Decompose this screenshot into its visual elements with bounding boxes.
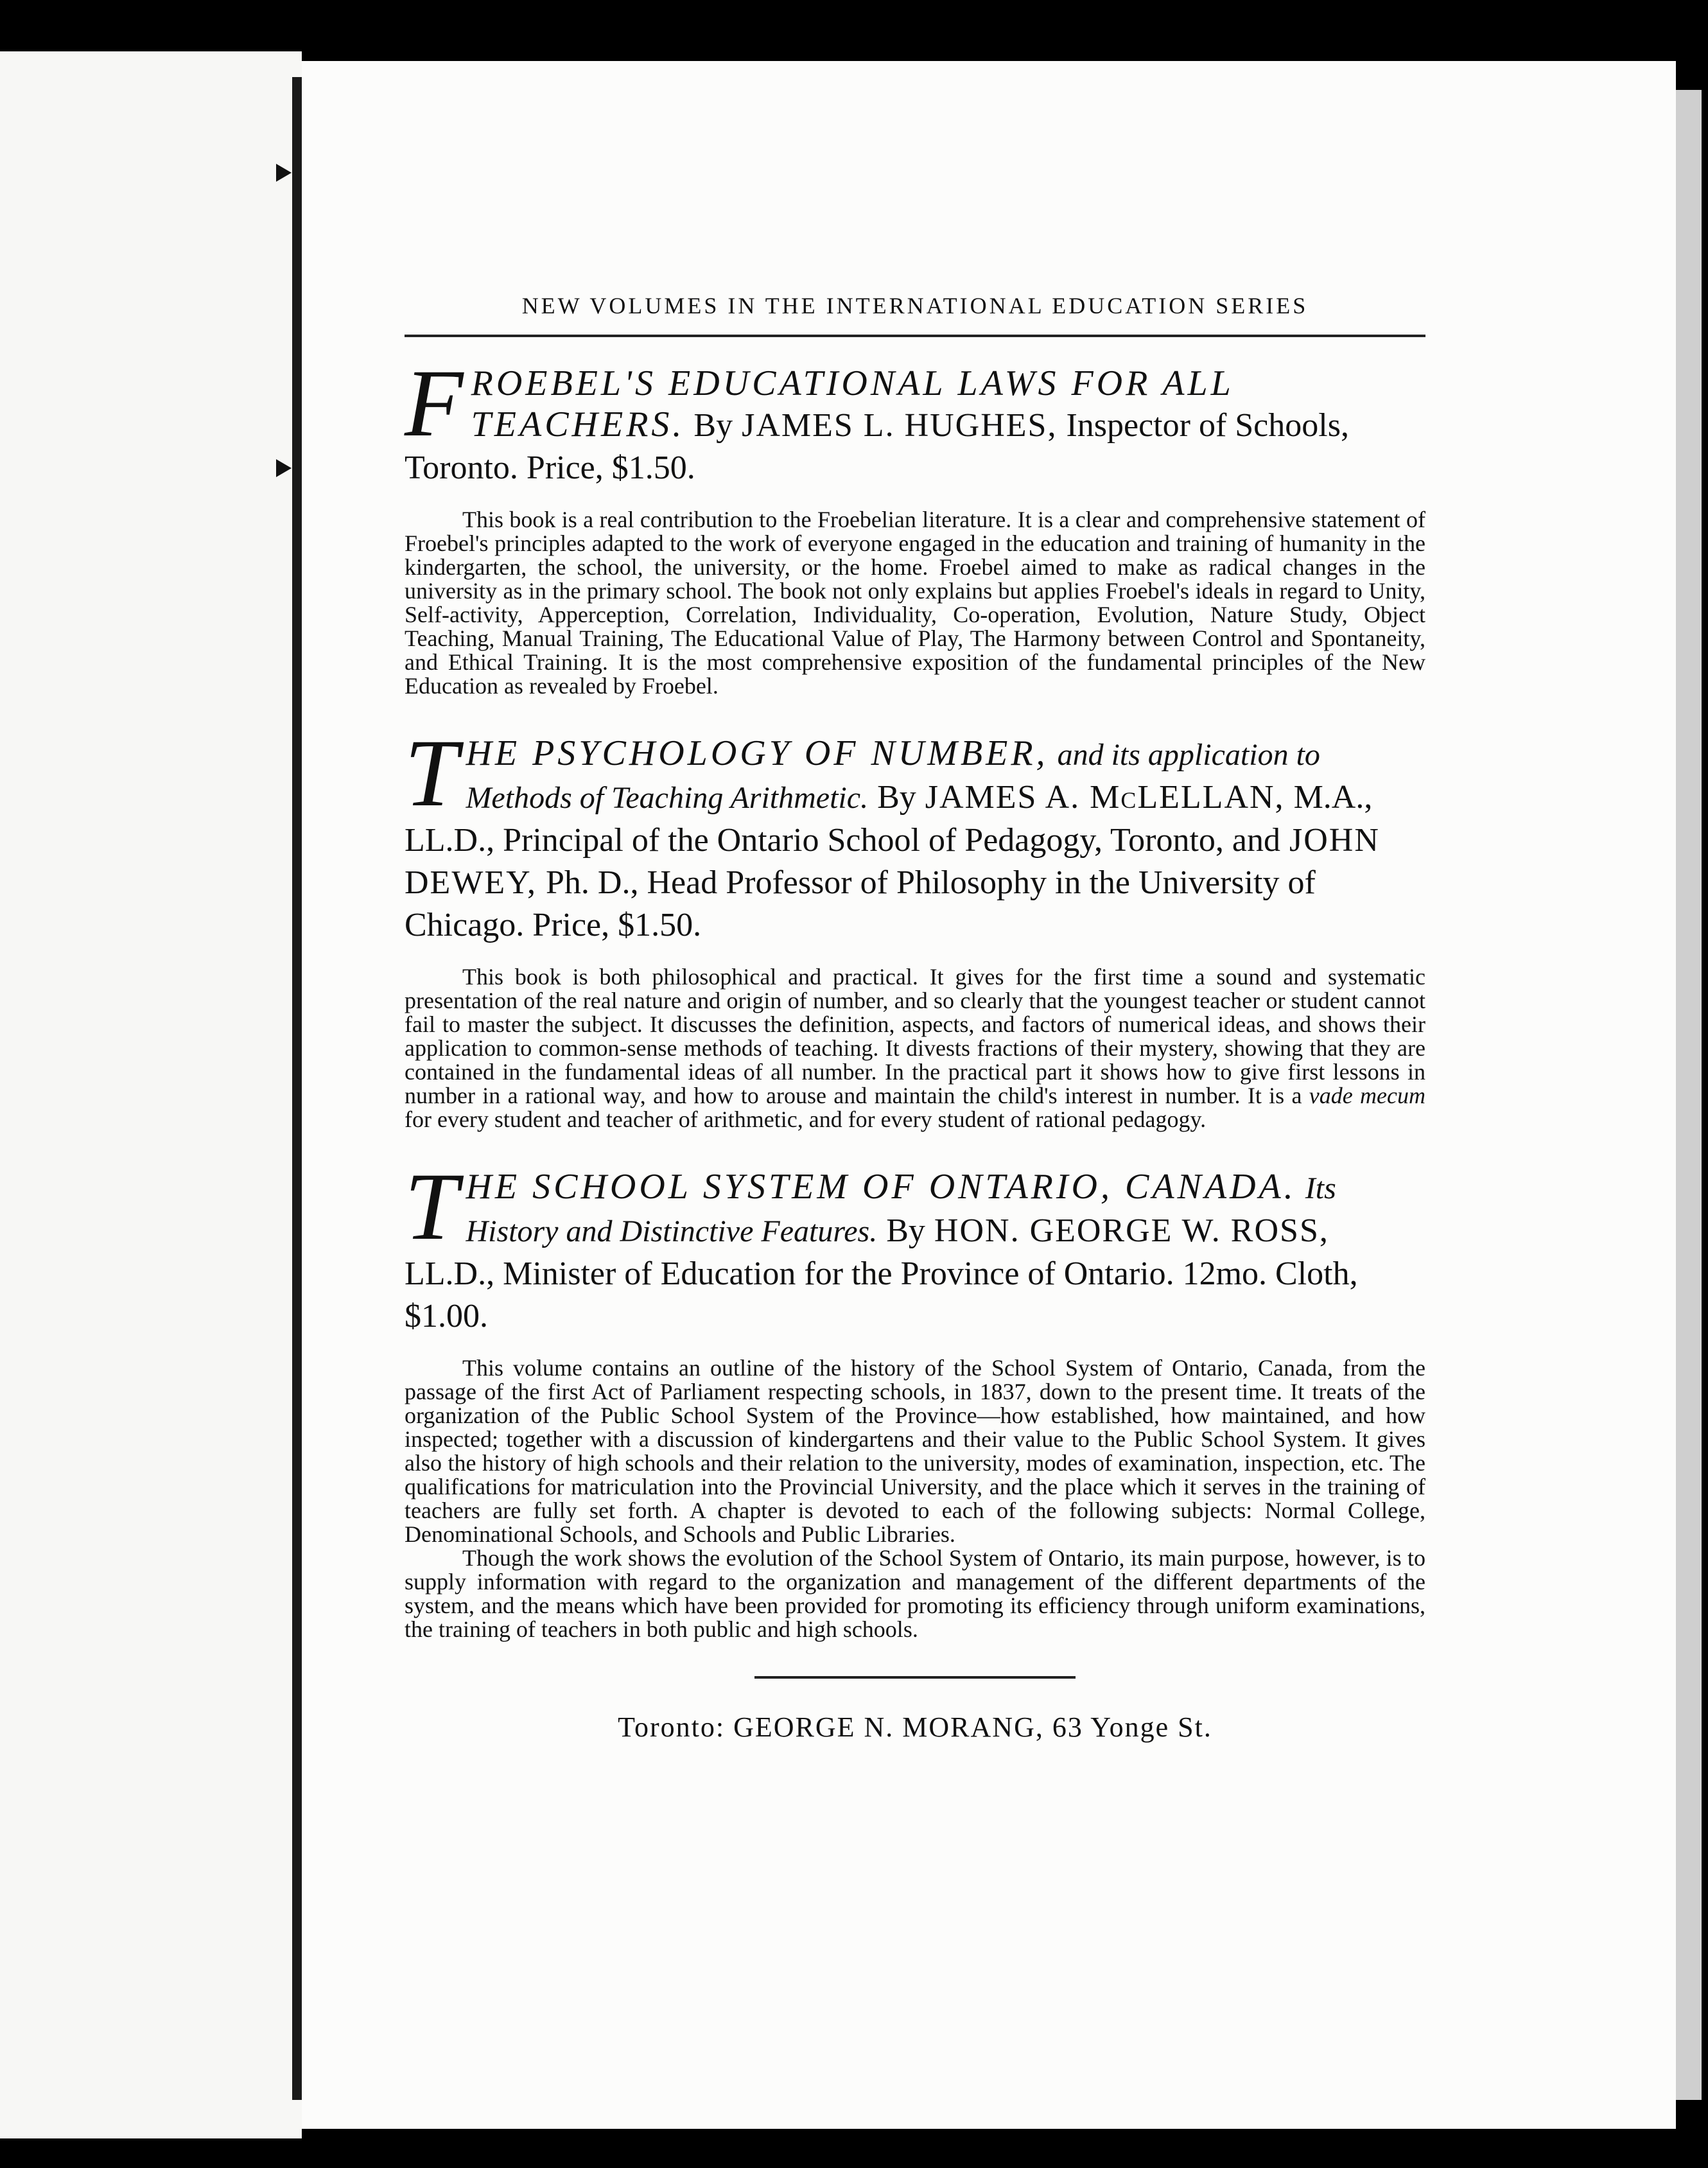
drop-cap: T <box>405 1153 458 1260</box>
book-details: Ph. D., Head Professor of Philosophy in the University of Chicago. Price, $1.50. <box>405 864 1316 943</box>
entry-title <box>405 720 1425 946</box>
drop-cap: F <box>405 350 464 457</box>
footer-rule <box>754 1676 1076 1679</box>
publisher-imprint: Toronto: GEORGE N. MORANG, 63 Yonge St. <box>618 1711 1212 1743</box>
book-title: ROEBEL'S EDUCATIONAL LAWS FOR ALL TEACHERS. <box>471 363 1233 444</box>
author-name: JAMES A. McLELLAN, <box>925 779 1285 816</box>
book-details: Inspector of Schools, Toronto. Price, $1.50. <box>405 407 1349 486</box>
author-name: JAMES L. HUGHES, <box>742 407 1058 444</box>
entry-title <box>405 350 1425 489</box>
latin-phrase: vade mecum <box>1309 1083 1426 1108</box>
by-label: By <box>693 407 733 444</box>
book-entry <box>405 350 1425 699</box>
binding-mark <box>276 459 292 477</box>
facing-page <box>0 51 302 2138</box>
author-name: HON. GEORGE W. ROSS, <box>934 1212 1329 1249</box>
binding-mark <box>276 164 292 182</box>
book-details: LL.D., Minister of Education for the Province of Ontario. 12mo. Cloth, $1.00. <box>405 1255 1358 1334</box>
entry-description: This volume contains an outline of the history of the School System of Ontario, Canada, from the passage of the first Act of Parliament respecting schools, in 1837, down to the present time. It treats of the organization of the Public School System of the Province—how established, how maintained, and how inspected; together with a discussion of kindergartens and their value to the Public School System. It gives also the history of high schools and their relation to the university, modes of examination, inspection, etc. The qualifications for matriculation into the Provincial University, and the place which it serves in the training of teachers are fully set forth. A chapter is devoted to each of the following subjects: Normal College, Denominational Schools, and Schools and Public Libraries. <box>405 1355 1425 1547</box>
entry-description: This book is a real contribution to the Froebelian literature. It is a clear and comprehensive statement of Froebel's principles adapted to the work of everyone engaged in the education and training of humanity in the kindergarten, the school, the university, or the home. Froebel aimed to make as radical changes in the university as in the primary school. The book not only explains but applies Froebel's ideals in regard to Unity, Self-activity, Apperception, Correlation, Individuality, Co-operation, Evolution, Nature Study, Object Teaching, Manual Training, The Educational Value of Play, The Harmony between Control and Spontaneity, and Ethical Training. It is the most comprehensive exposition of the fundamental principles of the New Education as revealed by Froebel. <box>405 507 1425 699</box>
entry-description: Though the work shows the evolution of the School System of Ontario, its main purpose, however, is to supply information with regard to the organization and management of the different departments of the system, and the means which have been provided for promoting its efficiency through uniform examinations, the training of teachers in both public and high schools. <box>405 1545 1425 1642</box>
book-subtitle: and its application to Methods of Teaching Arithmetic. <box>466 738 1320 815</box>
book-details: M.A., LL.D., Principal of the Ontario School of Pedagogy, Toronto, and <box>405 779 1373 859</box>
by-label: By <box>886 1212 925 1249</box>
drop-cap: T <box>405 720 458 826</box>
description-text: for every student and teacher of arithmetic, and for every student of rational pedagogy. <box>405 1106 1207 1132</box>
entry-title <box>405 1153 1425 1337</box>
author-name: JOHN DEWEY, <box>405 822 1380 901</box>
series-header: NEW VOLUMES IN THE INTERNATIONAL EDUCATION SERIES <box>521 293 1309 319</box>
page-content <box>405 292 1425 1744</box>
book-subtitle: Its History and Distinctive Features. <box>466 1171 1336 1248</box>
by-label: By <box>877 779 916 816</box>
document-page <box>302 61 1676 2129</box>
header-rule <box>405 335 1425 337</box>
book-title: HE SCHOOL SYSTEM OF ONTARIO, CANADA. <box>466 1167 1296 1207</box>
book-entry <box>405 1153 1425 1642</box>
entry-description <box>405 965 1425 1132</box>
description-text: This book is both philosophical and practical. It gives for the first time a sound and systematic presentation of the real nature and origin of number, and so clearly that the youngest teacher or student cannot fail to master the subject. It discusses the definition, aspects, and factors of numerical ideas, and shows their application to common-sense methods of teaching. It divests fractions of their mystery, showing that they are contained in the fundamental ideas of all number. In the practical part it shows how to give first lessons in number in a rational way, and how to arouse and maintain the child's interest in number. It is a <box>405 964 1425 1108</box>
book-entry <box>405 720 1426 1132</box>
book-title: HE PSYCHOLOGY OF NUMBER, <box>466 733 1049 773</box>
